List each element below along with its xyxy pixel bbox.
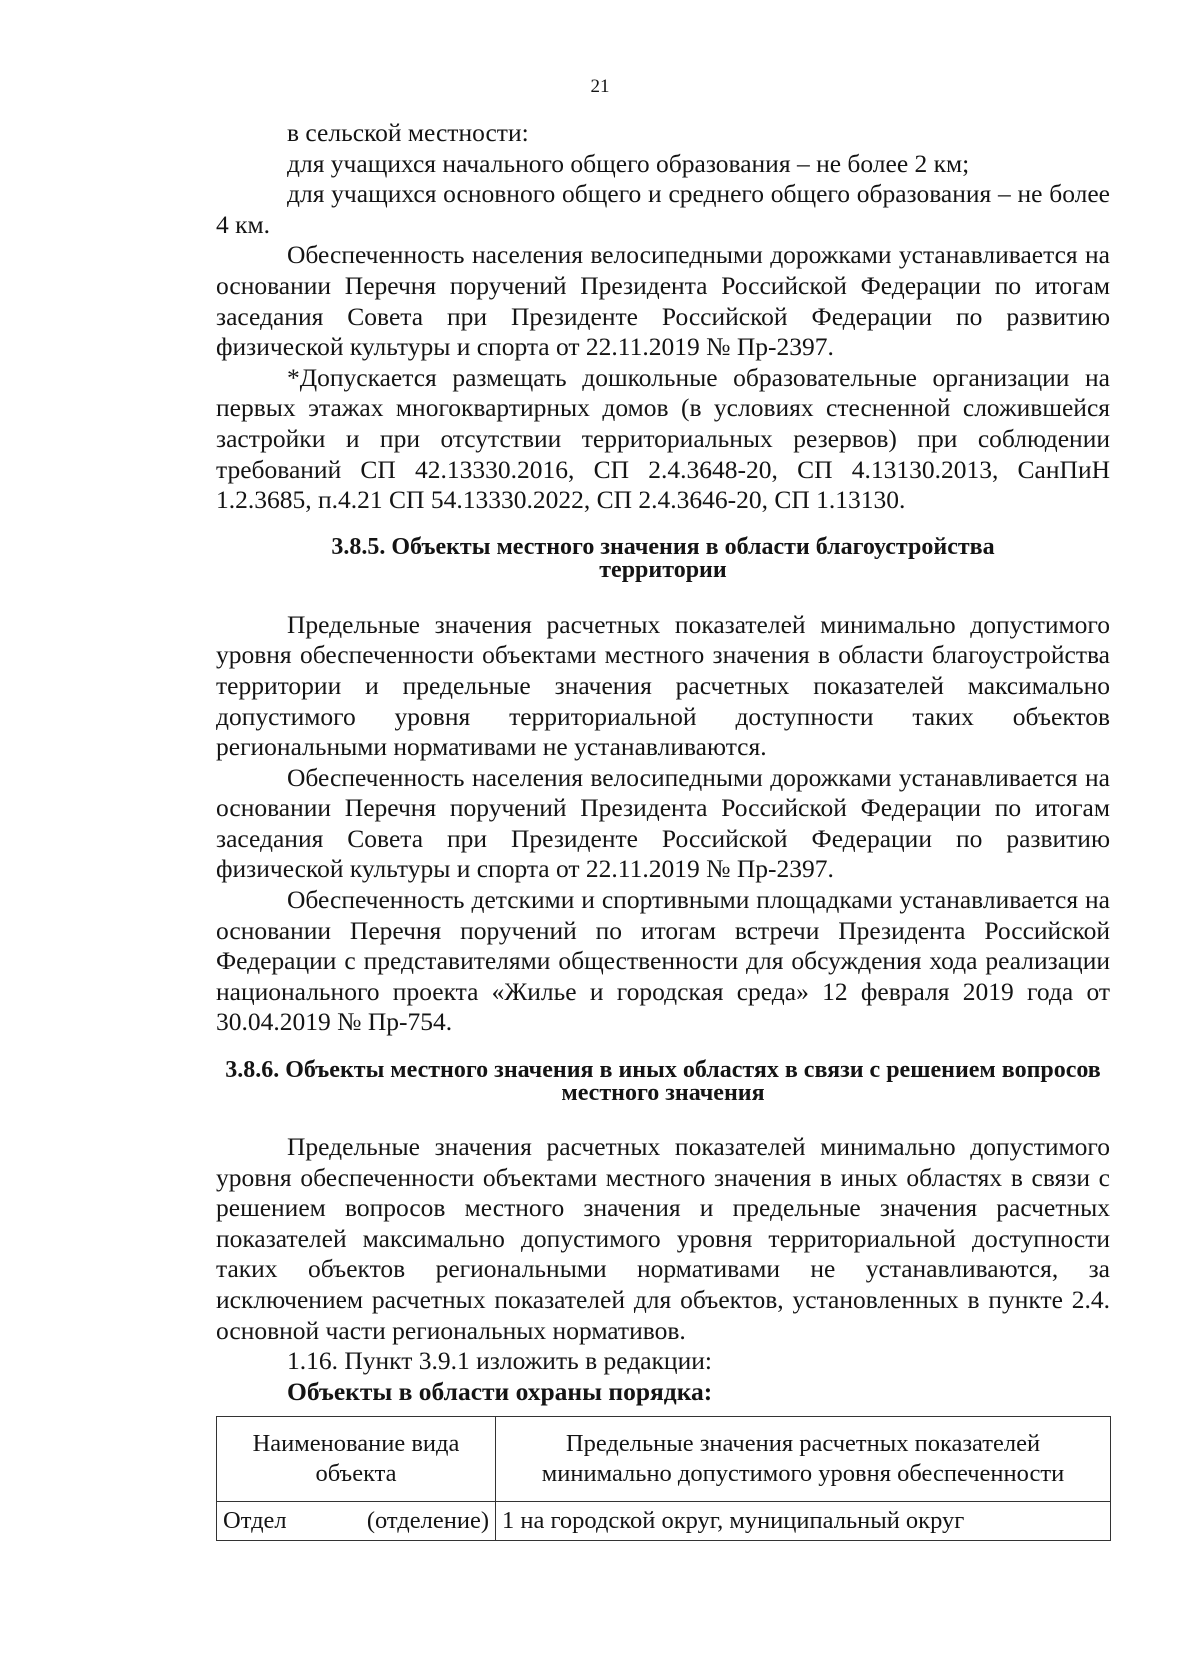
paragraph: Обеспеченность населения велосипедными дорожками устанавливается на основании Перечня поручений Президента Российской Федерации по итогам заседания Совета при Президенте Российской Федерации по развитию физической культуры и спорта от 22.11.2019 № Пр-2397. — [216, 240, 1110, 362]
paragraph: в сельской местности: — [287, 118, 529, 147]
section-heading-3-8-6: 3.8.6. Объекты местного значения в иных областях в связи с решением вопросов местного значения — [225, 1057, 1101, 1107]
bold-subheading: Объекты в области охраны порядка: — [287, 1376, 713, 1406]
section-heading-3-8-5: 3.8.5. Объекты местного значения в области благоустройства территории — [331, 533, 995, 583]
page-number: 21 — [590, 76, 610, 97]
table-header-cell: Предельные значения расчетных показателей минимально допустимого уровня обеспеченности — [496, 1417, 1111, 1502]
table-cell-text: (отделение) — [366, 1507, 489, 1535]
paragraph: для учащихся основного общего и среднего общего образования – не более 4 км. — [216, 179, 1110, 239]
table-cell-text: Отдел — [223, 1507, 287, 1535]
paragraph: Предельные значения расчетных показателей минимально допустимого уровня обеспеченности объектами местного значения в иных областях в связи с решением вопросов местного значения и предельные значения расчетных показателей максимально допустимого уровня территориальной доступности таких объектов региональными нормативами не устанавливаются, за исключением расчетных показателей для объектов, установленных в пункте 2.4. основной части региональных нормативов. — [216, 1132, 1110, 1345]
document-body — [216, 118, 1110, 1541]
table-row — [217, 1502, 1111, 1541]
table-header-cell: Наименование вида объекта — [217, 1417, 496, 1502]
table-header-row — [217, 1417, 1111, 1502]
paragraph: Обеспеченность детскими и спортивными площадками устанавливается на основании Перечня поручений по итогам встречи Президента Российской Федерации с представителями общественности для обсуждения хода реализации национального проекта «Жилье и городская среда» 12 февраля 2019 года от 30.04.2019 № Пр-754. — [216, 885, 1110, 1037]
table-cell — [217, 1502, 496, 1541]
paragraph: 1.16. Пункт 3.9.1 изложить в редакции: — [287, 1346, 712, 1376]
paragraph: Предельные значения расчетных показателей минимально допустимого уровня обеспеченности объектами местного значения в области благоустройства территории и предельные значения расчетных показателей максимально допустимого уровня территориальной доступности таких объектов региональными нормативами не устанавливаются. — [216, 609, 1110, 762]
paragraph: Обеспеченность населения велосипедными дорожками устанавливается на основании Перечня поручений Президента Российской Федерации по итогам заседания Совета при Президенте Российской Федерации по развитию физической культуры и спорта от 22.11.2019 № Пр-2397. — [216, 762, 1110, 884]
paragraph: для учащихся начального общего образования – не более 2 км; — [287, 148, 970, 178]
paragraph: *Допускается размещать дошкольные образовательные организации на первых этажах многоквартирных домов (в условиях стесненной сложившейся застройки и при отсутствии территориальных резервов) при соблюдении требований СП 42.13330.2016, СП 2.4.3648-20, СП 4.13130.2013, СанПиН 1.2.3685, п.4.21 СП 54.13330.2022, СП 2.4.3646-20, СП 1.13130. — [216, 362, 1110, 515]
norms-table — [216, 1416, 1111, 1541]
table-cell: 1 на городской округ, муниципальный округ — [496, 1502, 1111, 1541]
